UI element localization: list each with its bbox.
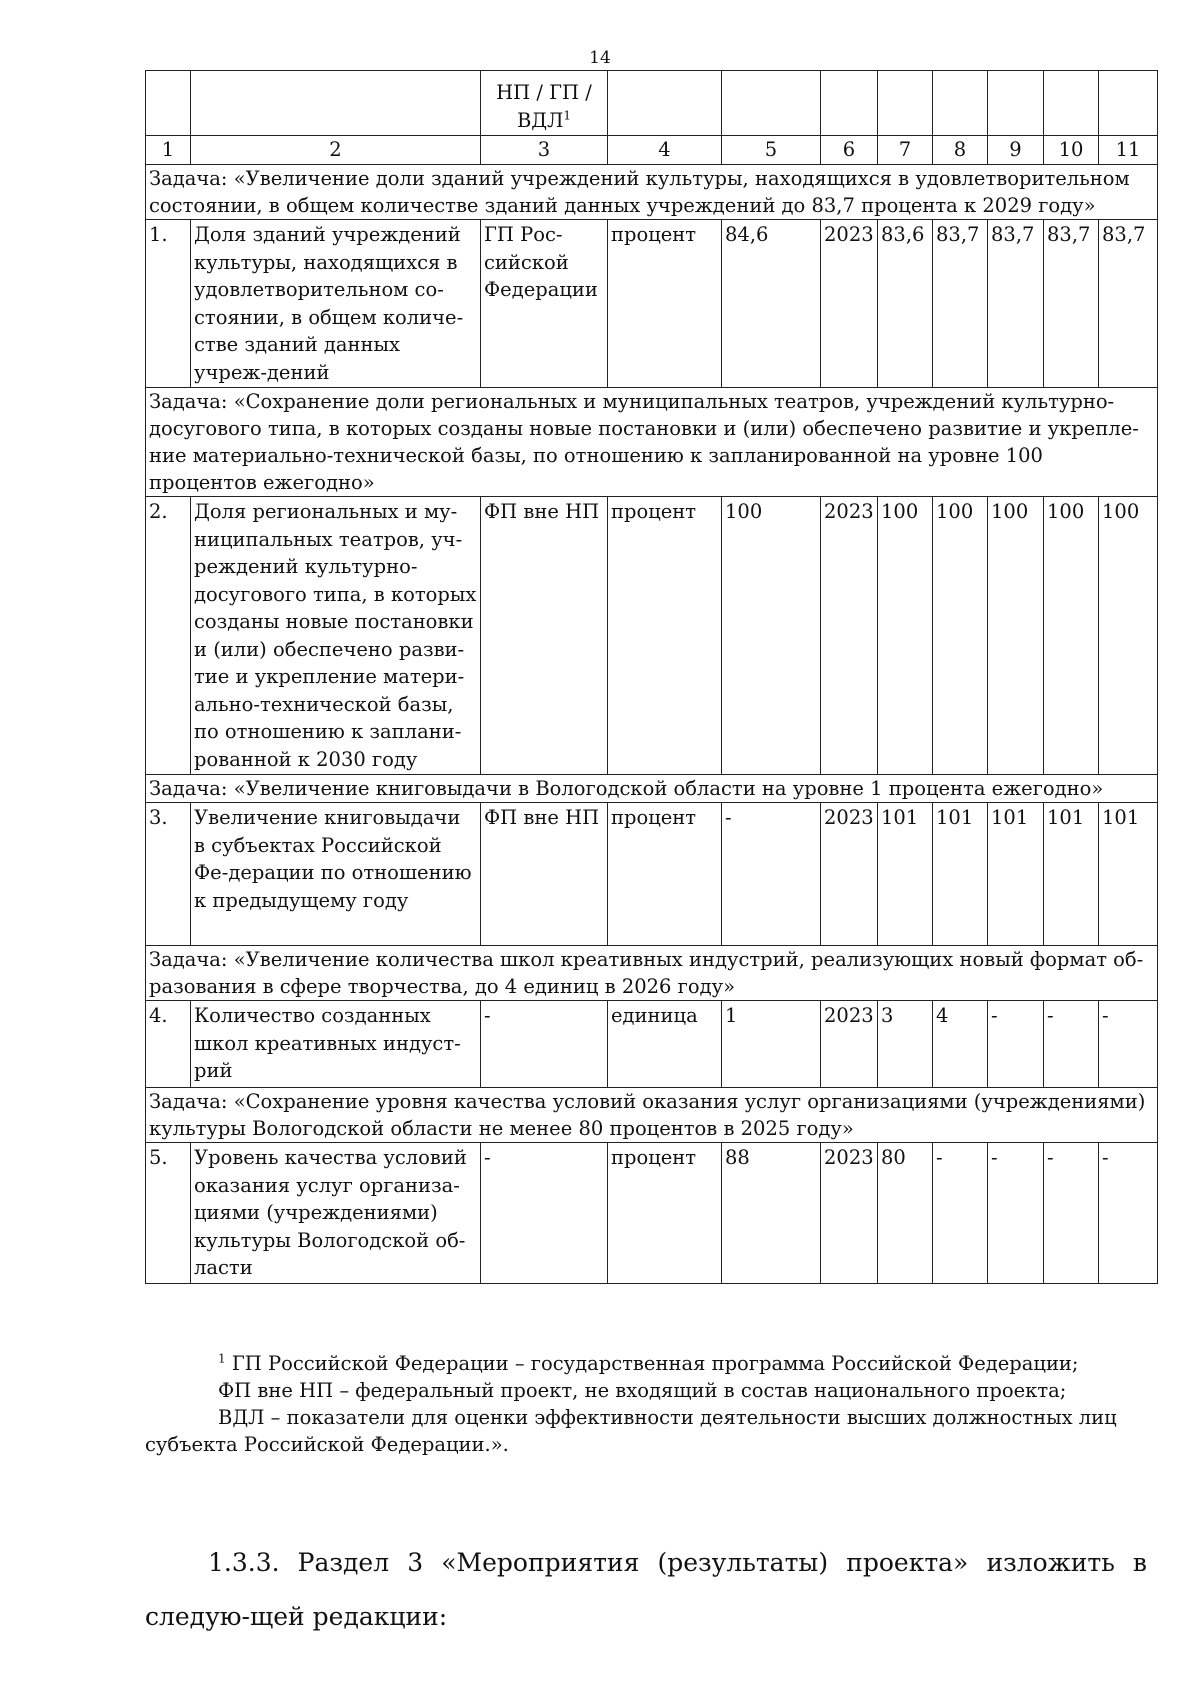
indicator-year-value: 4 xyxy=(933,1001,988,1088)
indicator-year-value: 100 xyxy=(1044,497,1099,775)
indicator-name: Увеличение книговыдачи в субъектах Российской Фе-дерации по отношению к предыдущему году xyxy=(191,803,481,946)
column-number-row xyxy=(146,136,1158,165)
indicator-level: ФП вне НП xyxy=(481,803,608,946)
indicator-base-value: - xyxy=(722,803,821,946)
column-number: 2 xyxy=(191,136,481,165)
header-cell xyxy=(608,71,722,136)
footnote-mark: 1 xyxy=(218,1351,226,1366)
header-level-line1: НП / ГП / xyxy=(496,81,592,104)
task-row xyxy=(146,1088,1158,1143)
task-row xyxy=(146,388,1158,497)
indicator-base-value: 84,6 xyxy=(722,220,821,388)
column-number: 8 xyxy=(933,136,988,165)
column-number: 7 xyxy=(878,136,933,165)
footnote-line-2: ФП вне НП – федеральный проект, не входящий в состав национального проекта; xyxy=(218,1379,1067,1402)
indicator-year-value: 3 xyxy=(878,1001,933,1088)
indicator-name: Уровень качества условий оказания услуг организа-циями (учреждениями) культуры Вологодской об-ласти xyxy=(191,1143,481,1284)
indicator-row xyxy=(146,1143,1158,1284)
indicator-year-value: 80 xyxy=(878,1143,933,1284)
column-number: 9 xyxy=(988,136,1044,165)
indicator-level: ГП Рос-сийской Федерации xyxy=(481,220,608,388)
indicator-number: 1. xyxy=(146,220,191,388)
header-cell xyxy=(821,71,878,136)
header-cell xyxy=(933,71,988,136)
column-number: 10 xyxy=(1044,136,1099,165)
indicator-base-year: 2023 xyxy=(821,497,878,775)
indicator-year-value: 83,7 xyxy=(988,220,1044,388)
indicator-unit: процент xyxy=(608,497,722,775)
header-cell xyxy=(878,71,933,136)
indicator-year-value: 100 xyxy=(933,497,988,775)
indicator-year-value: 83,6 xyxy=(878,220,933,388)
header-cell xyxy=(146,71,191,136)
indicator-unit: процент xyxy=(608,803,722,946)
indicator-base-year: 2023 xyxy=(821,803,878,946)
indicator-name: Доля региональных и му-ниципальных театров, уч-реждений культурно-досугового типа, в которых созданы новые постановки и (или) обеспечено разви-тие и укрепление матери-ально-технической базы, по отношению к заплани-рованной к 2030 году xyxy=(191,497,481,775)
indicator-year-value: 100 xyxy=(878,497,933,775)
indicator-year-value: 101 xyxy=(878,803,933,946)
indicator-year-value: 101 xyxy=(1044,803,1099,946)
indicator-year-value: - xyxy=(988,1001,1044,1088)
indicator-unit: единица xyxy=(608,1001,722,1088)
indicator-base-year: 2023 xyxy=(821,220,878,388)
task-text: Задача: «Сохранение доли региональных и муниципальных театров, учреждений культурно-досугового типа, в которых созданы новые постановки и (или) обеспечено развитие и укрепле-ние материально-технической базы, по отношению к запланированной на уровне 100 процентов ежегодно» xyxy=(146,388,1158,497)
indicator-base-value: 100 xyxy=(722,497,821,775)
indicator-year-value: - xyxy=(1044,1143,1099,1284)
page-number: 14 xyxy=(589,48,611,68)
footnote xyxy=(145,1350,1145,1458)
task-text: Задача: «Увеличение доли зданий учреждений культуры, находящихся в удовлетворительном состоянии, в общем количестве зданий данных учреждений до 83,7 процента к 2029 году» xyxy=(146,165,1158,220)
indicator-number: 5. xyxy=(146,1143,191,1284)
indicator-unit: процент xyxy=(608,1143,722,1284)
column-number: 1 xyxy=(146,136,191,165)
column-number: 4 xyxy=(608,136,722,165)
column-number: 3 xyxy=(481,136,608,165)
table-header-row xyxy=(146,71,1158,136)
footnote-line-3: ВДЛ – показатели для оценки эффективности деятельности высших должностных лиц субъекта Российской Федерации.». xyxy=(145,1406,1117,1456)
body-paragraph xyxy=(145,1536,1147,1644)
footnote-line-1: $^1$ ГП Российской Федерации – государственная программа Российской Федерации; xyxy=(218,1351,1079,1375)
indicator-unit: процент xyxy=(608,220,722,388)
task-text: Задача: «Увеличение книговыдачи в Вологодской области на уровне 1 процента ежегодно» xyxy=(146,775,1158,803)
indicator-year-value: - xyxy=(933,1143,988,1284)
indicator-row xyxy=(146,1001,1158,1088)
indicator-year-value: 101 xyxy=(1099,803,1158,946)
header-level-line2: ВДЛ xyxy=(516,108,564,132)
indicator-row xyxy=(146,220,1158,388)
indicator-year-value: 101 xyxy=(933,803,988,946)
indicator-year-value: 83,7 xyxy=(933,220,988,388)
indicator-level: - xyxy=(481,1143,608,1284)
indicator-year-value: 83,7 xyxy=(1099,220,1158,388)
indicator-year-value: 83,7 xyxy=(1044,220,1099,388)
indicator-base-year: 2023 xyxy=(821,1143,878,1284)
indicator-number: 2. xyxy=(146,497,191,775)
indicator-number: 4. xyxy=(146,1001,191,1088)
task-row xyxy=(146,946,1158,1001)
indicator-row xyxy=(146,497,1158,775)
indicator-year-value: 100 xyxy=(1099,497,1158,775)
indicator-year-value: 101 xyxy=(988,803,1044,946)
task-text: Задача: «Сохранение уровня качества условий оказания услуг организациями (учреждениями) культуры Вологодской области не менее 80 процентов в 2025 году» xyxy=(146,1088,1158,1143)
indicator-name: Доля зданий учреждений культуры, находящихся в удовлетворительном со-стоянии, в общем количе-стве зданий данных учреж-дений xyxy=(191,220,481,388)
indicators-table xyxy=(145,70,1158,1284)
indicator-year-value: - xyxy=(1099,1143,1158,1284)
indicator-level: ФП вне НП xyxy=(481,497,608,775)
indicator-year-value: - xyxy=(1044,1001,1099,1088)
header-cell-level xyxy=(481,71,608,136)
indicator-number: 3. xyxy=(146,803,191,946)
task-text: Задача: «Увеличение количества школ креативных индустрий, реализующих новый формат об-разования в сфере творчества, до 4 единиц в 2026 году» xyxy=(146,946,1158,1001)
indicator-base-year: 2023 xyxy=(821,1001,878,1088)
column-number: 5 xyxy=(722,136,821,165)
column-number: 6 xyxy=(821,136,878,165)
header-cell xyxy=(1099,71,1158,136)
paragraph-text: 1.3.3. Раздел 3 «Мероприятия (результаты) проекта» изложить в следую-щей редакции: xyxy=(145,1548,1147,1631)
indicator-year-value: - xyxy=(988,1143,1044,1284)
indicator-level: - xyxy=(481,1001,608,1088)
column-number: 11 xyxy=(1099,136,1158,165)
indicator-year-value: 100 xyxy=(988,497,1044,775)
header-cell xyxy=(988,71,1044,136)
task-row xyxy=(146,775,1158,803)
task-row xyxy=(146,165,1158,220)
indicator-year-value: - xyxy=(1099,1001,1158,1088)
header-cell xyxy=(1044,71,1099,136)
indicator-row xyxy=(146,803,1158,946)
header-cell xyxy=(191,71,481,136)
indicator-name: Количество созданных школ креативных индуст-рий xyxy=(191,1001,481,1088)
indicator-base-value: 1 xyxy=(722,1001,821,1088)
header-cell xyxy=(722,71,821,136)
indicator-base-value: 88 xyxy=(722,1143,821,1284)
header-level-footnote-mark: 1 xyxy=(563,108,572,122)
